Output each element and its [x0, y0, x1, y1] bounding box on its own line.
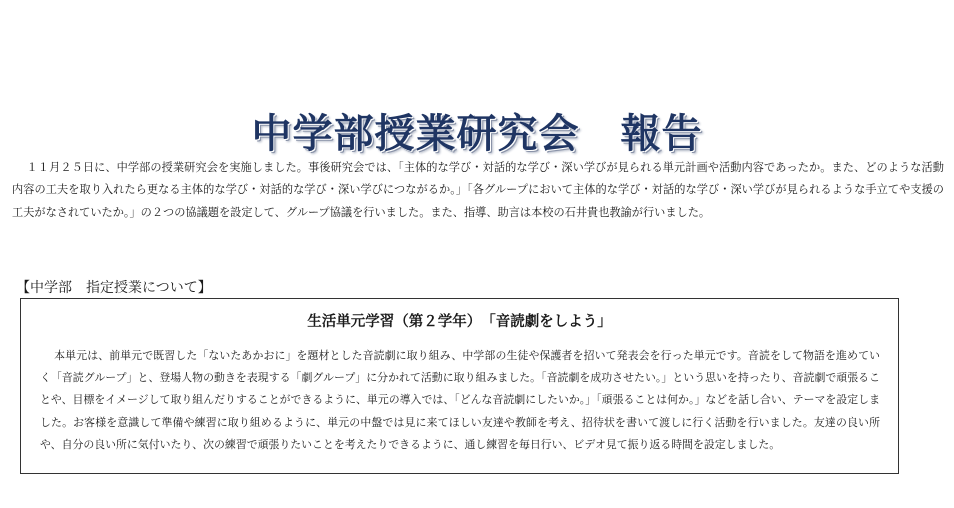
section-heading: 【中学部 指定授業について】	[16, 280, 212, 296]
page-title: 中学部授業研究会 報告	[251, 109, 703, 157]
lesson-body: 本単元は、前単元で既習した「ないたあかおに」を題材とした音読劇に取り組み、中学部の生徒や保護者を招いて発表会を行った単元です。音読をして物語を進めていく「音読グループ」と、登場人物の動きを表現する「劇グループ」に分かれて活動に取り組みました。「音読劇を成功させたい。」という思いを持ったり、音読劇で頑張ることや、目標をイメージして取り組んだりすることができるように、単元の導入では、「どんな音読劇にしたいか。」「頑張ることは何か。」などを話し合い、テーマを設定しました。お客様を意識して準備や練習に取り組めるように、単元の中盤では見に来てほしい友達や教師を考え、招待状を書いて渡しに行く活動を行いました。友達の良い所や、自分の良い所に気付いたり、次の練習で頑張りたいことを考えたりできるように、通し練習を毎日行い、ビデオ見て振り返る時間を設定しました。	[40, 349, 880, 451]
intro-paragraph: １１月２５日に、中学部の授業研究会を実施しました。事後研究会では、「主体的な学び・対話的な学び・深い学びが見られる単元計画や活動内容であったか。また、どのような活動内容の工夫を取り入れたら更なる主体的な学び・対話的な学び・深い学びにつながるか。」「各グループにおいて主体的な学び・対話的な学び・深い学びが見られるような手立てや支援の工夫がなされていたか。」の２つの協議題を設定して、グループ協議を行いました。また、指導、助言は本校の石井貴也教諭が行いました。	[12, 161, 944, 219]
lesson-title: 生活単元学習（第２学年） 「音読劇をしよう」	[307, 314, 612, 330]
lesson-box	[20, 298, 899, 474]
